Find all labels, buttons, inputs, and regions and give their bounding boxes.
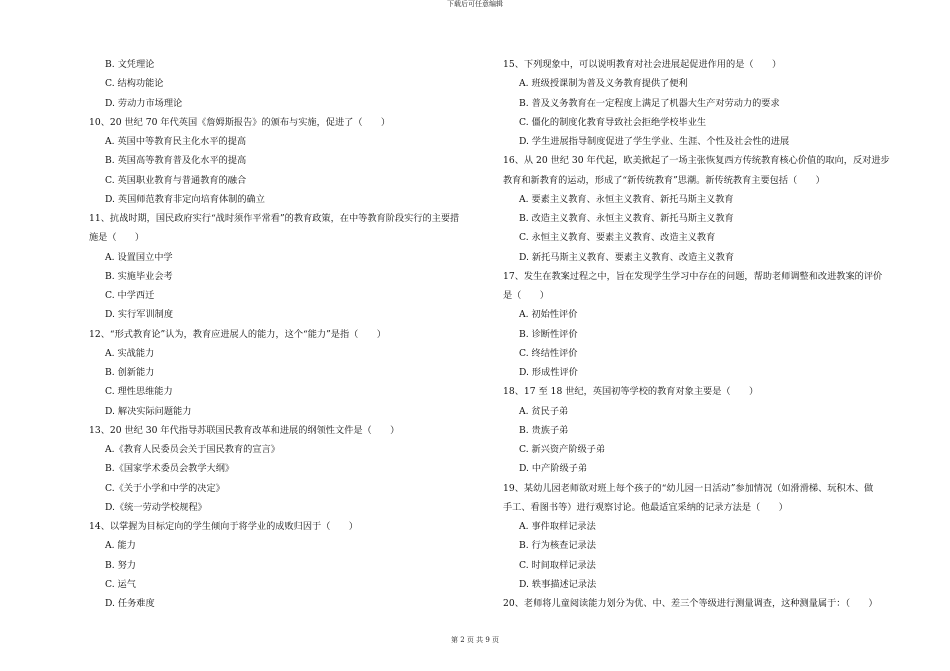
- answer-option: A. 班级授课制为普及义务教育提供了便利: [519, 78, 688, 90]
- question-text: 14、以掌握为目标定向的学生倾向于将学业的成败归因于（ ）: [89, 521, 358, 532]
- question-text: 施是（ ）: [89, 232, 145, 244]
- question-text: 18、17 至 18 世纪，英国初等学校的教育对象主要是（ ）: [503, 386, 759, 398]
- answer-option: C. 僵化的制度化教育导致社会拒绝学校毕业生: [519, 116, 707, 128]
- answer-option: C. 中学西迁: [105, 290, 155, 301]
- answer-option: C. 终结性评价: [519, 347, 578, 359]
- answer-option: B. 创新能力: [105, 367, 155, 378]
- right-column: [503, 55, 898, 613]
- answer-option: B.《国家学术委员会教学大纲》: [105, 463, 235, 475]
- answer-option: D. 任务难度: [105, 598, 155, 609]
- answer-option: B. 实施毕业会考: [105, 270, 173, 282]
- answer-option: B. 诊断性评价: [519, 328, 578, 340]
- left-column: [89, 55, 469, 613]
- answer-option: B. 英国高等教育普及化水平的提高: [105, 155, 247, 167]
- answer-option: A. 设置国立中学: [105, 251, 173, 263]
- answer-option: D. 英国师范教育非定向培育体制的确立: [105, 193, 265, 205]
- answer-option: D. 实行军训制度: [105, 309, 174, 321]
- question-text: 10、20 世纪 70 年代英国《詹姆斯报告》的颁布与实施，促进了（ ）: [89, 116, 391, 128]
- answer-option: B. 贵族子弟: [519, 424, 569, 436]
- answer-option: A.《教育人民委员会关于国民教育的宣言》: [105, 444, 280, 455]
- answer-option: D. 学生进展指导制度促进了学生学业、生涯、个性及社会性的进展: [519, 136, 790, 147]
- question-text: 12、“形式教育论”认为，教育应进展人的能力，这个“能力”是指（ ）: [89, 328, 386, 340]
- answer-option: B. 行为核查记录法: [519, 540, 596, 552]
- answer-option: B. 努力: [105, 559, 136, 571]
- answer-option: A. 能力: [105, 540, 136, 552]
- answer-option: A. 事件取样记录法: [519, 521, 596, 532]
- answer-option: B. 文凭理论: [105, 59, 155, 70]
- question-text: 是（ ）: [503, 290, 549, 301]
- answer-option: C. 永恒主义教育、要素主义教育、改造主义教育: [519, 232, 716, 244]
- question-text: 15、下列现象中，可以说明教育对社会进展起促进作用的是（ ）: [503, 59, 782, 70]
- answer-option: C. 理性思维能力: [105, 386, 173, 398]
- answer-option: D.《统一劳动学校规程》: [105, 501, 207, 513]
- answer-option: C.《关于小学和中学的决定》: [105, 482, 225, 494]
- answer-option: A. 英国中等教育民主化水平的提高: [105, 136, 247, 147]
- answer-option: D. 轶事描述记录法: [519, 578, 597, 590]
- answer-option: C. 运气: [105, 578, 136, 590]
- answer-option: D. 新托马斯主义教育、要素主义教育、改造主义教育: [519, 251, 735, 263]
- answer-option: D. 解决实际问题能力: [105, 405, 192, 417]
- question-text: 19、某幼儿园老师欲对班上每个孩子的“幼儿园一日活动”参加情况（如滑滑梯、玩积木、做: [503, 482, 874, 494]
- answer-option: A. 贫民子弟: [519, 405, 569, 417]
- answer-option: D. 中产阶级子弟: [519, 463, 588, 475]
- question-text: 手工、看图书等）进行观察讨论。他最适宜采纳的记录方法是（ ）: [503, 501, 788, 513]
- answer-option: D. 劳动力市场理论: [105, 97, 183, 109]
- answer-option: A. 要素主义教育、永恒主义教育、新托马斯主义教育: [519, 193, 734, 205]
- question-text: 11、抗战时期，国民政府实行“战时须作平常看”的教育政策，在中等教育阶段实行的主要措: [89, 213, 460, 224]
- answer-option: C. 新兴资产阶级子弟: [519, 444, 606, 455]
- answer-option: A. 实战能力: [105, 347, 155, 359]
- answer-option: C. 时间取样记录法: [519, 559, 596, 571]
- answer-option: B. 改造主义教育、永恒主义教育、新托马斯主义教育: [519, 213, 734, 224]
- question-text: 16、从 20 世纪 30 年代起，欧美掀起了一场主张恢复西方传统教育核心价值的取向，反对进步: [503, 155, 890, 167]
- question-text: 20、老师将儿童阅读能力划分为优、中、差三个等级进行测量调查，这种测量属于：（ ）: [503, 598, 878, 609]
- question-text: 教育和新教育的运动，形成了“新传统教育”思潮。新传统教育主要包括（ ）: [503, 174, 825, 186]
- answer-option: C. 结构功能论: [105, 78, 164, 90]
- answer-option: C. 英国职业教育与普通教育的融合: [105, 174, 247, 186]
- answer-option: B. 普及义务教育在一定程度上满足了机器大生产对劳动力的要求: [519, 97, 780, 109]
- question-text: 13、20 世纪 30 年代指导苏联国民教育改革和进展的纲领性文件是（ ）: [89, 424, 400, 436]
- page-header: 下载后可任意编辑: [447, 0, 503, 8]
- answer-option: A. 初始性评价: [519, 309, 578, 321]
- answer-option: D. 形成性评价: [519, 367, 578, 378]
- page-footer: 第 2 页 共 9 页: [450, 636, 500, 644]
- question-text: 17、发生在教案过程之中，旨在发现学生学习中存在的问题，帮助老师调整和改进教案的评价: [503, 270, 883, 282]
